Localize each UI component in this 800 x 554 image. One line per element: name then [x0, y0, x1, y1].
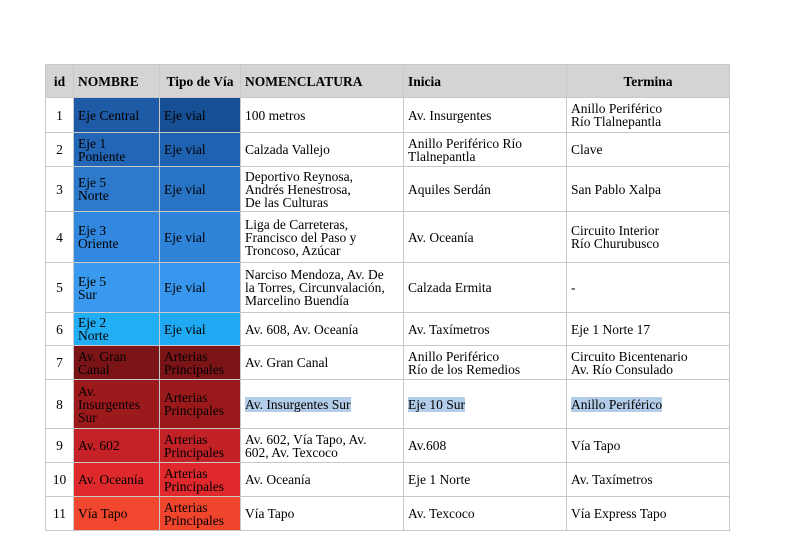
selected-text: Anillo Periférico: [571, 396, 663, 412]
cell-tipo-de-via: Eje vial: [160, 133, 241, 167]
cell-termina: Circuito Interior Río Churubusco: [567, 212, 730, 263]
cell-inicia: Calzada Ermita: [404, 263, 567, 313]
cell-inicia: Anillo Periférico Río de los Remedios: [404, 346, 567, 380]
table-row: [46, 429, 730, 463]
cell-id: 11: [46, 497, 74, 531]
cell-inicia: Anillo Periférico Río Tlalnepantla: [404, 133, 567, 167]
table-row: [46, 346, 730, 380]
cell-tipo-de-via: Eje vial: [160, 263, 241, 313]
cell-nomenclatura: Calzada Vallejo: [241, 133, 404, 167]
cell-tipo-de-via: Eje vial: [160, 313, 241, 346]
cell-inicia: Aquiles Serdán: [404, 167, 567, 212]
cell-id: 10: [46, 463, 74, 497]
cell-nomenclatura: Av. 608, Av. Oceanía: [241, 313, 404, 346]
cell-nombre: Av. Oceanía: [74, 463, 160, 497]
table-row: [46, 263, 730, 313]
cell-nomenclatura: Liga de Carreteras, Francisco del Paso y Troncoso, Azúcar: [241, 212, 404, 263]
cell-id: 1: [46, 98, 74, 133]
table-body: [46, 98, 730, 531]
table-row: [46, 212, 730, 263]
cell-id: 8: [46, 380, 74, 429]
cell-nombre: Av. Gran Canal: [74, 346, 160, 380]
table-row: [46, 133, 730, 167]
cell-id: 7: [46, 346, 74, 380]
cell-nombre: Eje 5 Norte: [74, 167, 160, 212]
cell-termina: -: [567, 263, 730, 313]
header-id: id: [46, 65, 74, 98]
table-row: [46, 497, 730, 531]
selected-text: Av. Insurgentes Sur: [245, 396, 351, 412]
cell-termina: Clave: [567, 133, 730, 167]
cell-id: 5: [46, 263, 74, 313]
cell-nombre: Av. Insurgentes Sur: [74, 380, 160, 429]
roads-table: [45, 64, 730, 531]
cell-inicia: Av. Insurgentes: [404, 98, 567, 133]
cell-inicia: Av.608: [404, 429, 567, 463]
cell-tipo-de-via: Eje vial: [160, 212, 241, 263]
cell-inicia: Av. Oceanía: [404, 212, 567, 263]
cell-termina: Circuito Bicentenario Av. Río Consulado: [567, 346, 730, 380]
cell-tipo-de-via: Eje vial: [160, 167, 241, 212]
cell-inicia: [404, 380, 567, 429]
cell-tipo-de-via: Arterias Principales: [160, 463, 241, 497]
cell-nombre: Eje 2 Norte: [74, 313, 160, 346]
cell-id: 2: [46, 133, 74, 167]
cell-tipo-de-via: Arterias Principales: [160, 346, 241, 380]
cell-tipo-de-via: Arterias Principales: [160, 429, 241, 463]
cell-id: 4: [46, 212, 74, 263]
cell-nombre: Eje 5 Sur: [74, 263, 160, 313]
cell-nomenclatura: Av. Gran Canal: [241, 346, 404, 380]
header-nombre: NOMBRE: [74, 65, 160, 98]
cell-nomenclatura: Av. Oceanía: [241, 463, 404, 497]
selected-text: Eje 10 Sur: [408, 396, 465, 412]
cell-nomenclatura: 100 metros: [241, 98, 404, 133]
cell-termina: Eje 1 Norte 17: [567, 313, 730, 346]
cell-termina: Anillo Periférico Río Tlalnepantla: [567, 98, 730, 133]
table-header-row: [46, 65, 730, 98]
cell-nombre: Eje Central: [74, 98, 160, 133]
cell-nombre: Av. 602: [74, 429, 160, 463]
cell-nombre: Eje 1 Poniente: [74, 133, 160, 167]
cell-termina: Vía Tapo: [567, 429, 730, 463]
cell-nomenclatura: Vía Tapo: [241, 497, 404, 531]
cell-nombre: Eje 3 Oriente: [74, 212, 160, 263]
table-row: [46, 167, 730, 212]
cell-inicia: Av. Texcoco: [404, 497, 567, 531]
cell-id: 6: [46, 313, 74, 346]
cell-tipo-de-via: Arterias Principales: [160, 380, 241, 429]
header-inicia: Inicia: [404, 65, 567, 98]
cell-termina: Vía Express Tapo: [567, 497, 730, 531]
cell-nomenclatura: Av. 602, Vía Tapo, Av. 602, Av. Texcoco: [241, 429, 404, 463]
header-termina: Termina: [567, 65, 730, 98]
cell-nomenclatura: [241, 380, 404, 429]
cell-id: 9: [46, 429, 74, 463]
cell-tipo-de-via: Arterias Principales: [160, 497, 241, 531]
header-tipo-de-via: Tipo de Vía: [160, 65, 241, 98]
cell-nomenclatura: Deportivo Reynosa, Andrés Henestrosa, De las Culturas: [241, 167, 404, 212]
cell-id: 3: [46, 167, 74, 212]
table-row: [46, 313, 730, 346]
table-row: [46, 98, 730, 133]
cell-inicia: Eje 1 Norte: [404, 463, 567, 497]
cell-nombre: Vía Tapo: [74, 497, 160, 531]
table-row: [46, 380, 730, 429]
table-row: [46, 463, 730, 497]
cell-termina: [567, 380, 730, 429]
cell-termina: Av. Taxímetros: [567, 463, 730, 497]
cell-nomenclatura: Narciso Mendoza, Av. De la Torres, Circunvalación, Marcelino Buendía: [241, 263, 404, 313]
cell-termina: San Pablo Xalpa: [567, 167, 730, 212]
header-nomenclatura: NOMENCLATURA: [241, 65, 404, 98]
cell-inicia: Av. Taxímetros: [404, 313, 567, 346]
cell-tipo-de-via: Eje vial: [160, 98, 241, 133]
